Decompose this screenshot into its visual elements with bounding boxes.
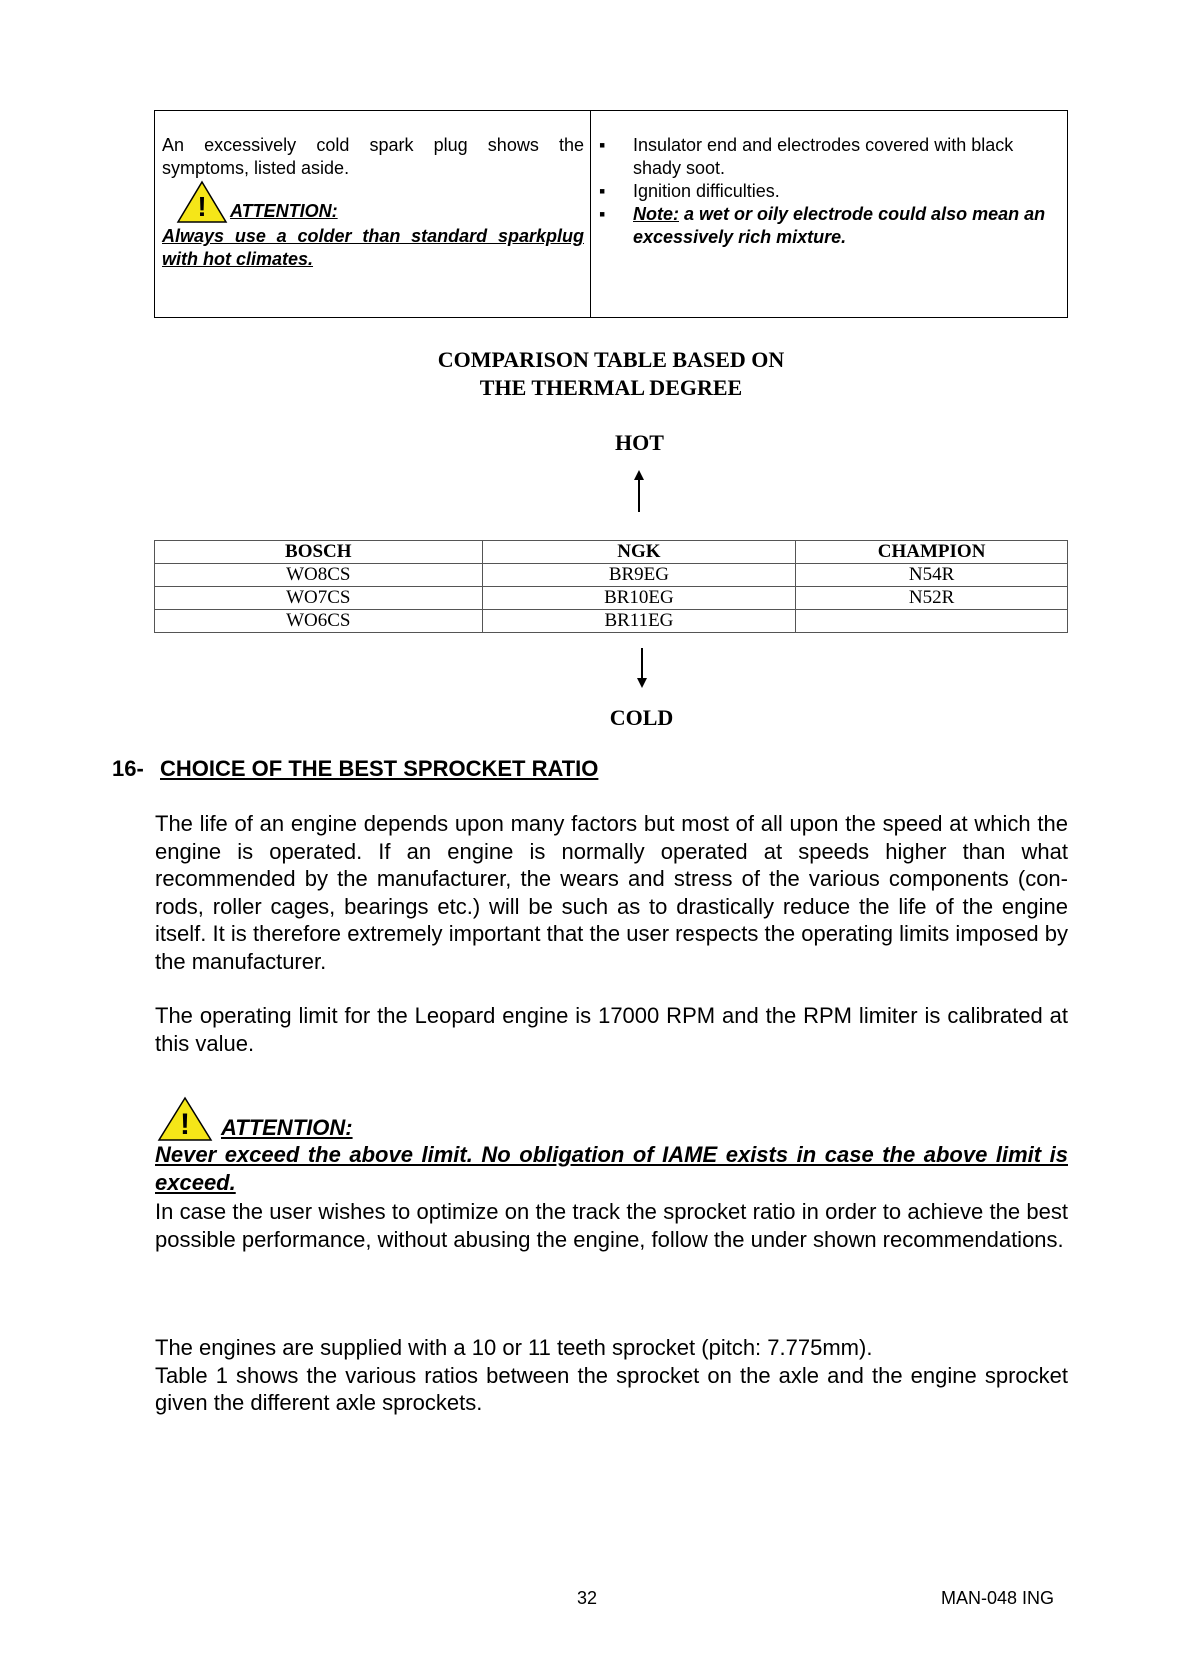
document-reference: MAN-048 ING	[941, 1588, 1055, 1608]
header-ngk: NGK	[482, 541, 796, 564]
attention-label: ATTENTION:	[221, 1115, 353, 1140]
table-row	[155, 610, 1068, 633]
symptom-box	[154, 110, 1068, 318]
attention-text: Never exceed the above limit. No obligation of IAME exists in case the above limit is exceed.	[155, 1142, 1068, 1195]
cell-bosch: WO8CS	[155, 564, 483, 587]
note-text: a wet or oily electrode could also mean an excessively rich mixture.	[633, 204, 1046, 247]
symptom-list	[599, 134, 1061, 249]
header-champion: CHAMPION	[796, 541, 1068, 564]
svg-text:!: !	[180, 1108, 190, 1141]
page-number: 32	[577, 1588, 598, 1608]
paragraph-optimize: In case the user wishes to optimize on the track the sprocket ratio in order to achieve the best possible performance, without abusing the engine, follow the under shown recommendations.	[155, 1199, 1068, 1252]
comparison-title-line2: THE THERMAL DEGREE	[479, 375, 743, 400]
attention-text-small: Always use a colder than standard sparkplug with hot climates.	[162, 226, 584, 269]
attention-label-small: ATTENTION:	[230, 201, 338, 221]
section-heading	[112, 756, 598, 782]
paragraph-operating-limit: The operating limit for the Leopard engine is 17000 RPM and the RPM limiter is calibrated at this value.	[155, 1003, 1068, 1056]
header-bosch: BOSCH	[155, 541, 483, 564]
list-item: ▪ Insulator end and electrodes covered with black shady soot.	[599, 134, 1061, 180]
paragraph-engine-life: The life of an engine depends upon many factors but most of all upon the speed at which the engine is operated. If an engine is normally operated at speeds higher than what recommended by the manufacturer, the wears and stress of the various components (con-rods, roller cages, bearings etc.) will be such as to drastically reduce the life of the engine itself. It is therefore extremely important that the user respects the operating limits imposed by the manufacturer.	[155, 811, 1068, 974]
cell-bosch: WO6CS	[155, 610, 483, 633]
symptom-box-right	[591, 111, 1067, 317]
arrow-up-icon	[632, 470, 646, 514]
svg-text:!: !	[197, 191, 207, 222]
comparison-title	[154, 346, 1068, 402]
section-title: CHOICE OF THE BEST SPROCKET RATIO	[160, 756, 599, 781]
table-row	[155, 587, 1068, 610]
symptom-box-left	[155, 111, 591, 317]
hot-label: HOT	[615, 430, 664, 455]
arrow-down-icon	[635, 646, 649, 690]
cell-champion: N54R	[796, 564, 1068, 587]
cell-ngk: BR11EG	[482, 610, 796, 633]
cell-bosch: WO7CS	[155, 587, 483, 610]
sprocket-line1: The engines are supplied with a 10 or 11 teeth sprocket (pitch: 7.775mm).	[155, 1335, 873, 1360]
warning-icon	[176, 180, 228, 224]
cold-plug-text: An excessively cold spark plug shows the symptoms, listed aside.	[162, 135, 584, 178]
attention-note-small	[162, 180, 584, 225]
list-item	[599, 203, 1061, 249]
cell-champion: N52R	[796, 587, 1068, 610]
cell-ngk: BR10EG	[482, 587, 796, 610]
sprocket-line2: Table 1 shows the various ratios between the sprocket on the axle and the engine sprocket given the different axle sprockets.	[155, 1362, 1068, 1415]
paragraph-sprocket	[155, 1334, 1068, 1417]
warning-icon	[157, 1096, 213, 1142]
cell-ngk: BR9EG	[482, 564, 796, 587]
note-label: Note:	[633, 204, 679, 224]
table-header-row	[155, 541, 1068, 564]
table-row	[155, 564, 1068, 587]
list-item: ▪ Ignition difficulties.	[599, 180, 1061, 203]
cell-champion	[796, 610, 1068, 633]
cold-label: COLD	[609, 705, 674, 730]
comparison-title-line1: COMPARISON TABLE BASED ON	[437, 347, 785, 372]
section-number: 16-	[112, 756, 144, 781]
thermal-comparison-table	[154, 540, 1068, 633]
